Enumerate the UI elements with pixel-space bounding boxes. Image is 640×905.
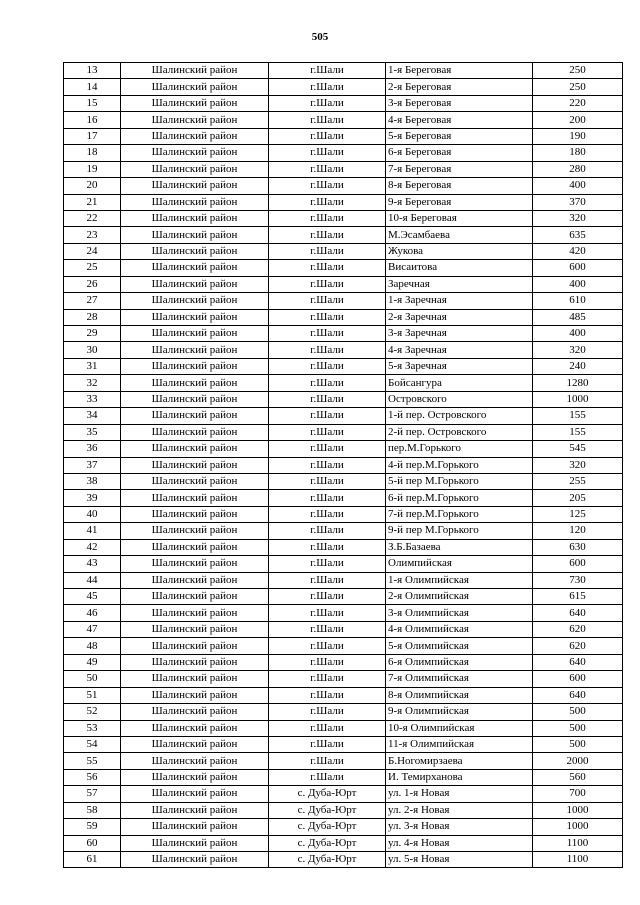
locality-cell: г.Шали (269, 293, 386, 309)
street-cell: 4-й пер.М.Горького (386, 457, 533, 473)
row-number-cell: 31 (64, 358, 121, 374)
table-row (64, 852, 623, 868)
street-cell: 11-я Олимпийская (386, 736, 533, 752)
row-number-cell: 24 (64, 243, 121, 259)
length-cell: 250 (533, 79, 623, 95)
street-cell: 2-й пер. Островского (386, 424, 533, 440)
street-cell: 5-й пер М.Горького (386, 473, 533, 489)
length-cell: 500 (533, 704, 623, 720)
district-cell: Шалинский район (121, 178, 269, 194)
length-cell: 600 (533, 556, 623, 572)
length-cell: 600 (533, 671, 623, 687)
table-body (64, 63, 623, 868)
district-cell: Шалинский район (121, 375, 269, 391)
district-cell: Шалинский район (121, 260, 269, 276)
length-cell: 620 (533, 621, 623, 637)
table-row (64, 671, 623, 687)
street-cell: З.Б.Базаева (386, 539, 533, 555)
locality-cell: г.Шали (269, 161, 386, 177)
table-row (64, 309, 623, 325)
district-cell: Шалинский район (121, 145, 269, 161)
street-cell: 6-я Олимпийская (386, 654, 533, 670)
row-number-cell: 37 (64, 457, 121, 473)
locality-cell: г.Шали (269, 309, 386, 325)
district-cell: Шалинский район (121, 128, 269, 144)
length-cell: 560 (533, 769, 623, 785)
locality-cell: г.Шали (269, 194, 386, 210)
locality-cell: г.Шали (269, 490, 386, 506)
district-cell: Шалинский район (121, 687, 269, 703)
row-number-cell: 33 (64, 391, 121, 407)
table-row (64, 704, 623, 720)
row-number-cell: 15 (64, 95, 121, 111)
street-cell: 2-я Олимпийская (386, 589, 533, 605)
length-cell: 155 (533, 424, 623, 440)
row-number-cell: 50 (64, 671, 121, 687)
row-number-cell: 27 (64, 293, 121, 309)
row-number-cell: 38 (64, 473, 121, 489)
row-number-cell: 22 (64, 210, 121, 226)
length-cell: 500 (533, 720, 623, 736)
row-number-cell: 56 (64, 769, 121, 785)
locality-cell: г.Шали (269, 638, 386, 654)
table-row (64, 178, 623, 194)
length-cell: 155 (533, 408, 623, 424)
row-number-cell: 51 (64, 687, 121, 703)
district-cell: Шалинский район (121, 441, 269, 457)
street-cell: 5-я Олимпийская (386, 638, 533, 654)
table-row (64, 63, 623, 79)
street-cell: 8-я Олимпийская (386, 687, 533, 703)
street-cell: 9-я Береговая (386, 194, 533, 210)
row-number-cell: 13 (64, 63, 121, 79)
street-cell: 8-я Береговая (386, 178, 533, 194)
row-number-cell: 55 (64, 753, 121, 769)
table-row (64, 621, 623, 637)
row-number-cell: 52 (64, 704, 121, 720)
length-cell: 1100 (533, 835, 623, 851)
street-cell: пер.М.Горького (386, 441, 533, 457)
length-cell: 240 (533, 358, 623, 374)
district-cell: Шалинский район (121, 79, 269, 95)
district-cell: Шалинский район (121, 802, 269, 818)
street-cell: 10-я Береговая (386, 210, 533, 226)
locality-cell: г.Шали (269, 260, 386, 276)
locality-cell: г.Шали (269, 408, 386, 424)
locality-cell: г.Шали (269, 704, 386, 720)
length-cell: 125 (533, 506, 623, 522)
table-row (64, 293, 623, 309)
row-number-cell: 53 (64, 720, 121, 736)
length-cell: 370 (533, 194, 623, 210)
locality-cell: г.Шали (269, 769, 386, 785)
district-cell: Шалинский район (121, 704, 269, 720)
table-row (64, 687, 623, 703)
street-cell: 6-я Береговая (386, 145, 533, 161)
row-number-cell: 19 (64, 161, 121, 177)
street-cell: Б.Ногомирзаева (386, 753, 533, 769)
length-cell: 400 (533, 178, 623, 194)
row-number-cell: 39 (64, 490, 121, 506)
row-number-cell: 34 (64, 408, 121, 424)
streets-table (63, 62, 623, 868)
district-cell: Шалинский район (121, 539, 269, 555)
locality-cell: г.Шали (269, 473, 386, 489)
table-row (64, 457, 623, 473)
table-row (64, 408, 623, 424)
table-row (64, 424, 623, 440)
street-cell: 9-й пер М.Горького (386, 523, 533, 539)
table-row (64, 441, 623, 457)
row-number-cell: 45 (64, 589, 121, 605)
locality-cell: г.Шали (269, 687, 386, 703)
street-cell: Островского (386, 391, 533, 407)
locality-cell: с. Дуба-Юрт (269, 852, 386, 868)
table-row (64, 654, 623, 670)
row-number-cell: 61 (64, 852, 121, 868)
district-cell: Шалинский район (121, 819, 269, 835)
district-cell: Шалинский район (121, 391, 269, 407)
district-cell: Шалинский район (121, 95, 269, 111)
table-row (64, 638, 623, 654)
length-cell: 2000 (533, 753, 623, 769)
row-number-cell: 44 (64, 572, 121, 588)
street-cell: 6-й пер.М.Горького (386, 490, 533, 506)
street-cell: 2-я Береговая (386, 79, 533, 95)
locality-cell: г.Шали (269, 523, 386, 539)
district-cell: Шалинский район (121, 523, 269, 539)
district-cell: Шалинский район (121, 589, 269, 605)
district-cell: Шалинский район (121, 457, 269, 473)
length-cell: 630 (533, 539, 623, 555)
length-cell: 320 (533, 457, 623, 473)
street-cell: 1-я Олимпийская (386, 572, 533, 588)
length-cell: 280 (533, 161, 623, 177)
district-cell: Шалинский район (121, 358, 269, 374)
street-cell: Жукова (386, 243, 533, 259)
district-cell: Шалинский район (121, 112, 269, 128)
district-cell: Шалинский район (121, 490, 269, 506)
street-cell: Олимпийская (386, 556, 533, 572)
length-cell: 640 (533, 687, 623, 703)
locality-cell: г.Шали (269, 342, 386, 358)
district-cell: Шалинский район (121, 293, 269, 309)
locality-cell: г.Шали (269, 375, 386, 391)
street-cell: Бойсангура (386, 375, 533, 391)
locality-cell: г.Шали (269, 145, 386, 161)
table-row (64, 736, 623, 752)
district-cell: Шалинский район (121, 424, 269, 440)
length-cell: 600 (533, 260, 623, 276)
table-row (64, 145, 623, 161)
row-number-cell: 46 (64, 605, 121, 621)
length-cell: 190 (533, 128, 623, 144)
table-row (64, 539, 623, 555)
locality-cell: г.Шали (269, 736, 386, 752)
row-number-cell: 36 (64, 441, 121, 457)
length-cell: 1100 (533, 852, 623, 868)
street-cell: 5-я Береговая (386, 128, 533, 144)
locality-cell: г.Шали (269, 95, 386, 111)
street-cell: 3-я Заречная (386, 326, 533, 342)
locality-cell: с. Дуба-Юрт (269, 786, 386, 802)
table-row (64, 375, 623, 391)
district-cell: Шалинский район (121, 326, 269, 342)
district-cell: Шалинский район (121, 753, 269, 769)
locality-cell: г.Шали (269, 589, 386, 605)
length-cell: 400 (533, 276, 623, 292)
district-cell: Шалинский район (121, 736, 269, 752)
district-cell: Шалинский район (121, 408, 269, 424)
locality-cell: г.Шали (269, 391, 386, 407)
row-number-cell: 47 (64, 621, 121, 637)
district-cell: Шалинский район (121, 227, 269, 243)
length-cell: 500 (533, 736, 623, 752)
street-cell: 1-й пер. Островского (386, 408, 533, 424)
row-number-cell: 26 (64, 276, 121, 292)
street-cell: 5-я Заречная (386, 358, 533, 374)
length-cell: 640 (533, 605, 623, 621)
street-cell: 2-я Заречная (386, 309, 533, 325)
street-cell: 1-я Береговая (386, 63, 533, 79)
street-cell: ул. 1-я Новая (386, 786, 533, 802)
street-cell: 7-я Олимпийская (386, 671, 533, 687)
row-number-cell: 48 (64, 638, 121, 654)
length-cell: 220 (533, 95, 623, 111)
row-number-cell: 20 (64, 178, 121, 194)
district-cell: Шалинский район (121, 210, 269, 226)
table-row (64, 210, 623, 226)
street-cell: 3-я Олимпийская (386, 605, 533, 621)
district-cell: Шалинский район (121, 621, 269, 637)
table-row (64, 243, 623, 259)
district-cell: Шалинский район (121, 243, 269, 259)
district-cell: Шалинский район (121, 342, 269, 358)
locality-cell: г.Шали (269, 326, 386, 342)
row-number-cell: 25 (64, 260, 121, 276)
table-row (64, 490, 623, 506)
row-number-cell: 54 (64, 736, 121, 752)
district-cell: Шалинский район (121, 769, 269, 785)
street-cell: 3-я Береговая (386, 95, 533, 111)
length-cell: 320 (533, 342, 623, 358)
row-number-cell: 42 (64, 539, 121, 555)
table-row (64, 523, 623, 539)
street-cell: ул. 2-я Новая (386, 802, 533, 818)
length-cell: 120 (533, 523, 623, 539)
length-cell: 1000 (533, 819, 623, 835)
length-cell: 640 (533, 654, 623, 670)
locality-cell: г.Шали (269, 63, 386, 79)
length-cell: 320 (533, 210, 623, 226)
district-cell: Шалинский район (121, 654, 269, 670)
locality-cell: г.Шали (269, 539, 386, 555)
locality-cell: г.Шали (269, 671, 386, 687)
row-number-cell: 23 (64, 227, 121, 243)
table-row (64, 194, 623, 210)
locality-cell: г.Шали (269, 424, 386, 440)
street-cell: 1-я Заречная (386, 293, 533, 309)
locality-cell: г.Шали (269, 753, 386, 769)
street-cell: Заречная (386, 276, 533, 292)
table-row (64, 128, 623, 144)
district-cell: Шалинский район (121, 556, 269, 572)
locality-cell: г.Шали (269, 243, 386, 259)
locality-cell: с. Дуба-Юрт (269, 819, 386, 835)
table-row (64, 769, 623, 785)
row-number-cell: 57 (64, 786, 121, 802)
street-cell: М.Эсамбаева (386, 227, 533, 243)
district-cell: Шалинский район (121, 473, 269, 489)
street-cell: 7-й пер.М.Горького (386, 506, 533, 522)
row-number-cell: 41 (64, 523, 121, 539)
table-row (64, 391, 623, 407)
district-cell: Шалинский район (121, 605, 269, 621)
length-cell: 730 (533, 572, 623, 588)
street-cell: 4-я Заречная (386, 342, 533, 358)
district-cell: Шалинский район (121, 671, 269, 687)
length-cell: 180 (533, 145, 623, 161)
table-row (64, 227, 623, 243)
district-cell: Шалинский район (121, 638, 269, 654)
table-row (64, 786, 623, 802)
locality-cell: г.Шали (269, 654, 386, 670)
length-cell: 205 (533, 490, 623, 506)
district-cell: Шалинский район (121, 506, 269, 522)
length-cell: 1000 (533, 802, 623, 818)
district-cell: Шалинский район (121, 63, 269, 79)
street-cell: 10-я Олимпийская (386, 720, 533, 736)
district-cell: Шалинский район (121, 835, 269, 851)
locality-cell: г.Шали (269, 457, 386, 473)
length-cell: 400 (533, 326, 623, 342)
row-number-cell: 17 (64, 128, 121, 144)
length-cell: 1000 (533, 391, 623, 407)
locality-cell: г.Шали (269, 605, 386, 621)
table-row (64, 589, 623, 605)
district-cell: Шалинский район (121, 276, 269, 292)
row-number-cell: 35 (64, 424, 121, 440)
row-number-cell: 14 (64, 79, 121, 95)
district-cell: Шалинский район (121, 786, 269, 802)
table-row (64, 473, 623, 489)
table-row (64, 276, 623, 292)
length-cell: 1280 (533, 375, 623, 391)
length-cell: 635 (533, 227, 623, 243)
length-cell: 700 (533, 786, 623, 802)
table-row (64, 79, 623, 95)
street-cell: И. Темирханова (386, 769, 533, 785)
length-cell: 620 (533, 638, 623, 654)
table-row (64, 260, 623, 276)
street-cell: ул. 4-я Новая (386, 835, 533, 851)
locality-cell: г.Шали (269, 276, 386, 292)
locality-cell: с. Дуба-Юрт (269, 802, 386, 818)
locality-cell: г.Шали (269, 112, 386, 128)
locality-cell: г.Шали (269, 79, 386, 95)
street-cell: Висаитова (386, 260, 533, 276)
length-cell: 545 (533, 441, 623, 457)
length-cell: 615 (533, 589, 623, 605)
row-number-cell: 40 (64, 506, 121, 522)
row-number-cell: 29 (64, 326, 121, 342)
street-cell: 9-я Олимпийская (386, 704, 533, 720)
table-row (64, 572, 623, 588)
district-cell: Шалинский район (121, 194, 269, 210)
row-number-cell: 21 (64, 194, 121, 210)
row-number-cell: 43 (64, 556, 121, 572)
district-cell: Шалинский район (121, 852, 269, 868)
locality-cell: г.Шали (269, 178, 386, 194)
street-cell: 4-я Олимпийская (386, 621, 533, 637)
locality-cell: с. Дуба-Юрт (269, 835, 386, 851)
district-cell: Шалинский район (121, 309, 269, 325)
table-row (64, 95, 623, 111)
district-cell: Шалинский район (121, 161, 269, 177)
locality-cell: г.Шали (269, 358, 386, 374)
table-row (64, 556, 623, 572)
length-cell: 485 (533, 309, 623, 325)
table-row (64, 605, 623, 621)
locality-cell: г.Шали (269, 128, 386, 144)
locality-cell: г.Шали (269, 556, 386, 572)
page-number: 505 (311, 31, 329, 43)
street-cell: 4-я Береговая (386, 112, 533, 128)
street-cell: ул. 3-я Новая (386, 819, 533, 835)
locality-cell: г.Шали (269, 227, 386, 243)
row-number-cell: 59 (64, 819, 121, 835)
locality-cell: г.Шали (269, 621, 386, 637)
row-number-cell: 30 (64, 342, 121, 358)
table-row (64, 753, 623, 769)
row-number-cell: 28 (64, 309, 121, 325)
street-cell: 7-я Береговая (386, 161, 533, 177)
locality-cell: г.Шали (269, 572, 386, 588)
district-cell: Шалинский район (121, 572, 269, 588)
row-number-cell: 16 (64, 112, 121, 128)
length-cell: 250 (533, 63, 623, 79)
table-row (64, 802, 623, 818)
locality-cell: г.Шали (269, 441, 386, 457)
row-number-cell: 49 (64, 654, 121, 670)
row-number-cell: 60 (64, 835, 121, 851)
table-row (64, 819, 623, 835)
length-cell: 200 (533, 112, 623, 128)
table-row (64, 506, 623, 522)
length-cell: 610 (533, 293, 623, 309)
length-cell: 420 (533, 243, 623, 259)
table-row (64, 342, 623, 358)
table-row (64, 358, 623, 374)
locality-cell: г.Шали (269, 720, 386, 736)
row-number-cell: 18 (64, 145, 121, 161)
table-row (64, 326, 623, 342)
length-cell: 255 (533, 473, 623, 489)
row-number-cell: 58 (64, 802, 121, 818)
locality-cell: г.Шали (269, 210, 386, 226)
table-row (64, 720, 623, 736)
table-row (64, 112, 623, 128)
table-row (64, 835, 623, 851)
row-number-cell: 32 (64, 375, 121, 391)
district-cell: Шалинский район (121, 720, 269, 736)
locality-cell: г.Шали (269, 506, 386, 522)
table-row (64, 161, 623, 177)
street-cell: ул. 5-я Новая (386, 852, 533, 868)
